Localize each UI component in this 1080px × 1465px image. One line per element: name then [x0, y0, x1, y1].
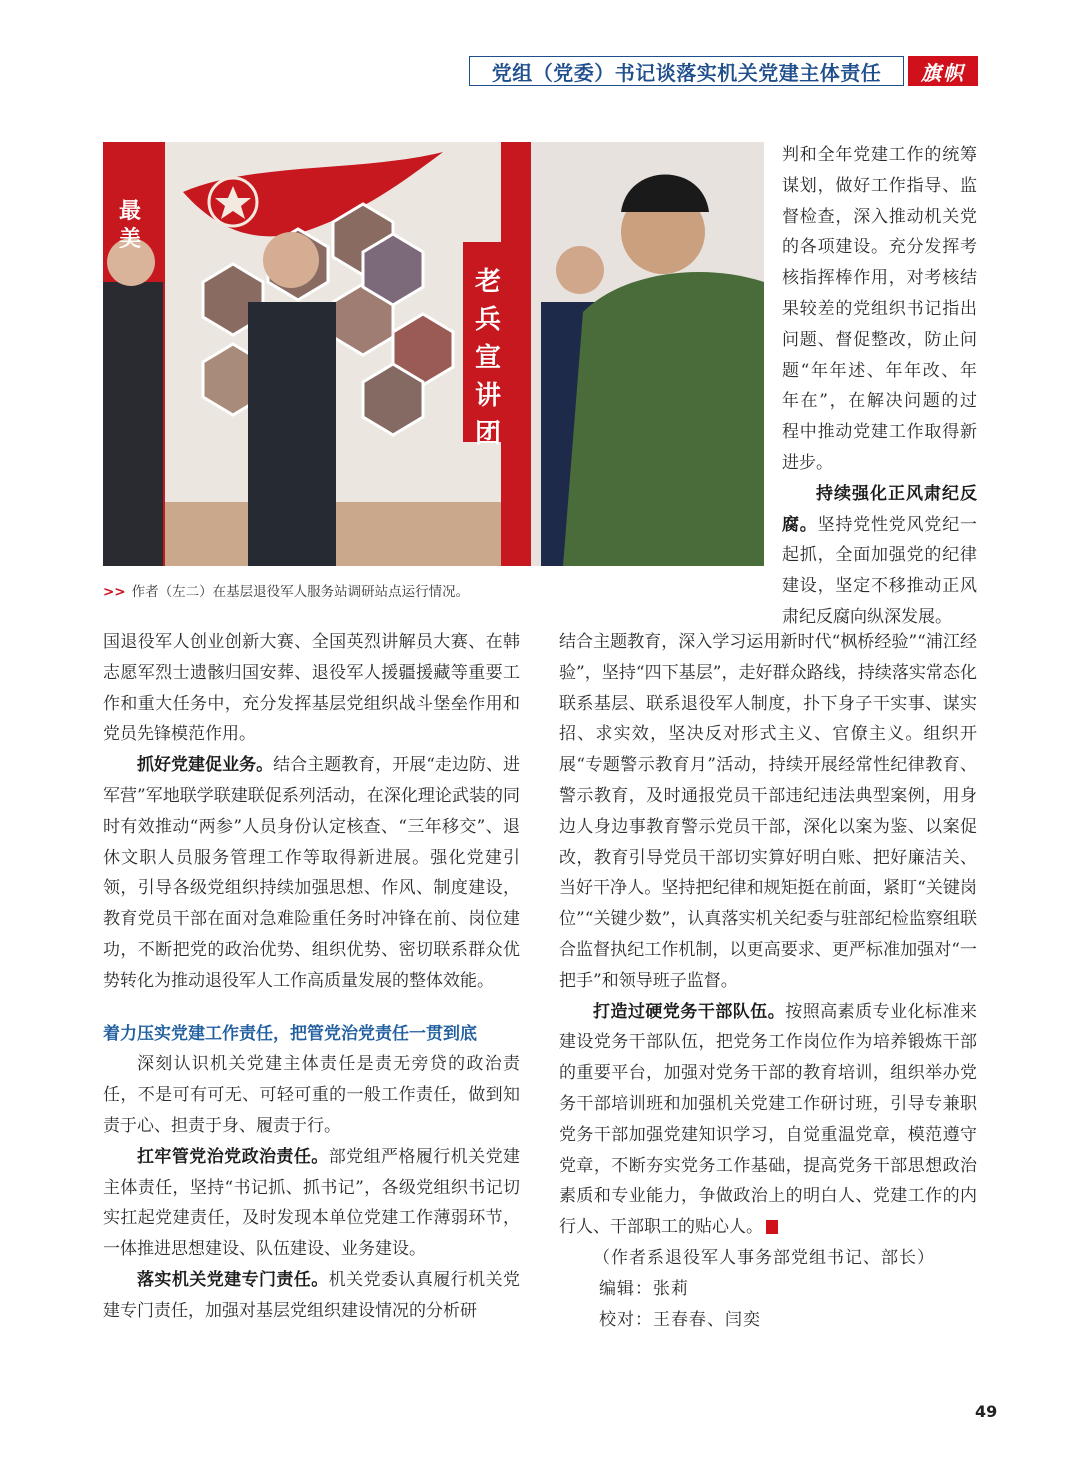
paragraph: 结合主题教育，深入学习运用新时代“枫桥经验”“浦江经验”，坚持“四下基层”，走好群众路线，持续落实常态化联系基层、联系退役军人制度，扑下身子干实事、谋实招、求实效，坚决反对形式主义、官僚主义。组织开展“专题警示教育月”活动，持续开展经常性纪律教育、警示教育，及时通报党员干部违纪违法典型案例，用身边人身边事教育警示党员干部，深化以案为鉴、以案促改，教育引导党员干部切实算好明白账、把好廉洁关、当好干净人。坚持把纪律和规矩挺在前面，紧盯“关键岗位”“关键少数”，认真落实机关纪委与驻部纪检监察组联合监督执纪工作机制，以更高要求、更严标准加强对“一把手”和领导班子监督。 — [559, 632, 977, 991]
section-header-title: 党组（党委）书记谈落实机关党建主体责任 — [491, 60, 882, 85]
paragraph — [103, 1142, 520, 1265]
paragraph: 国退役军人创业创新大赛、全国英烈讲解员大赛、在韩志愿军烈士遗骸归国安葬、退役军人援疆援藏等重要工作和重大任务中，充分发挥基层党组织战斗堡垒作用和党员先锋模范作用。 — [103, 632, 520, 745]
right-bottom-column — [559, 627, 977, 1335]
paragraph-body: 机关党委认真履行机关党建专门责任，加强对基层党组织建设情况的分析研 — [103, 1269, 521, 1321]
paragraph-lead: 扛牢管党治党政治责任。 — [137, 1146, 329, 1167]
banner-left-char: 最 — [119, 198, 142, 224]
editor-credit: 编辑：张莉 — [599, 1278, 689, 1299]
banner-right-char: 宣 — [475, 343, 502, 373]
paragraph — [103, 1265, 520, 1327]
photo-caption — [103, 580, 763, 600]
caption-text: 作者（左二）在基层退役军人服务站调研站点运行情况。 — [131, 584, 470, 600]
paragraph-lead: 打造过硬党务干部队伍。 — [593, 1001, 786, 1022]
magazine-logo — [908, 56, 978, 86]
article-photo — [103, 142, 764, 566]
proofreader-credit: 校对：王春春、闫奕 — [599, 1309, 761, 1330]
paragraph: 判和全年党建工作的统筹谋划，做好工作指导、监督检查，深入推动机关党的各项建设。充分发挥考核指挥棒作用，对考核结果较差的党组织书记指出问题、督促整改，防止问题“年年述、年年改、年年在”，在解决问题的过程中推动党建工作取得新进步。 — [782, 145, 977, 473]
paragraph-lead: 落实机关党建专门责任。 — [137, 1269, 329, 1290]
paragraph-lead: 持续强化正风肃纪反腐。 — [782, 483, 977, 535]
paragraph — [103, 750, 520, 996]
caption-marker: >> — [103, 584, 126, 600]
page-number: 49 — [975, 1402, 998, 1421]
banner-right-char: 兵 — [475, 305, 502, 335]
banner-right-char: 讲 — [475, 381, 502, 411]
paragraph: 深刻认识机关党建主体责任是责无旁贷的政治责任，不是可有可无、可轻可重的一般工作责任，做到知责于心、担责于身、履责于行。 — [103, 1054, 520, 1136]
section-header — [469, 56, 904, 86]
paragraph-lead: 抓好党建促业务。 — [137, 755, 274, 776]
paragraph — [559, 997, 977, 1243]
section-heading: 着力压实党建工作责任，把管党治党责任一贯到底 — [103, 1023, 477, 1044]
right-top-column — [782, 140, 977, 633]
banner-left-char: 美 — [119, 226, 142, 252]
paragraph — [782, 479, 977, 633]
magazine-logo-text: 旗帜 — [921, 60, 965, 85]
paragraph-body: 部党组严格履行机关党建主体责任，坚持“书记抓、抓书记”，各级党组织书记切实扛起党建责任，及时发现本单位党建工作薄弱环节，一体推进思想建设、队伍建设、业务建设。 — [103, 1146, 521, 1260]
paragraph-body: 按照高素质专业化标准来建设党务干部队伍，把党务工作岗位作为培养锻炼干部的重要平台，加强对党务干部的教育培训，组织举办党务干部培训班和加强机关党建工作研讨班，引导专兼职党务干部加强党建知识学习，自觉重温党章，模范遵守党章，不断夯实党务工作基础，提高党务干部思想政治素质和专业能力，争做政治上的明白人、党建工作的内行人、干部职工的贴心人。 — [559, 1001, 978, 1238]
author-byline: （作者系退役军人事务部党组书记、部长） — [593, 1247, 935, 1268]
paragraph-body: 坚持党性党风党纪一起抓，全面加强党的纪律建设，坚定不移推动正风肃纪反腐向纵深发展。 — [782, 514, 978, 627]
photo-illustration — [103, 142, 764, 566]
banner-right-char: 老 — [475, 267, 502, 297]
banner-right-char: 团 — [475, 419, 502, 449]
paragraph-body: 结合主题教育，开展“走边防、进军营”军地联学联建联促系列活动，在深化理论武装的同时有效推动“两参”人员身份认定核查、“三年移交”、退休文职人员服务管理工作等取得新进展。强化党建引领，引导各级党组织持续加强思想、作风、制度建设，教育党员干部在面对急难险重任务时冲锋在前、岗位建功，不断把党的政治优势、组织优势、密切联系群众优势转化为推动退役军人工作高质量发展的整体效能。 — [103, 755, 520, 991]
left-column — [103, 627, 520, 1327]
end-mark-icon — [766, 1220, 778, 1234]
